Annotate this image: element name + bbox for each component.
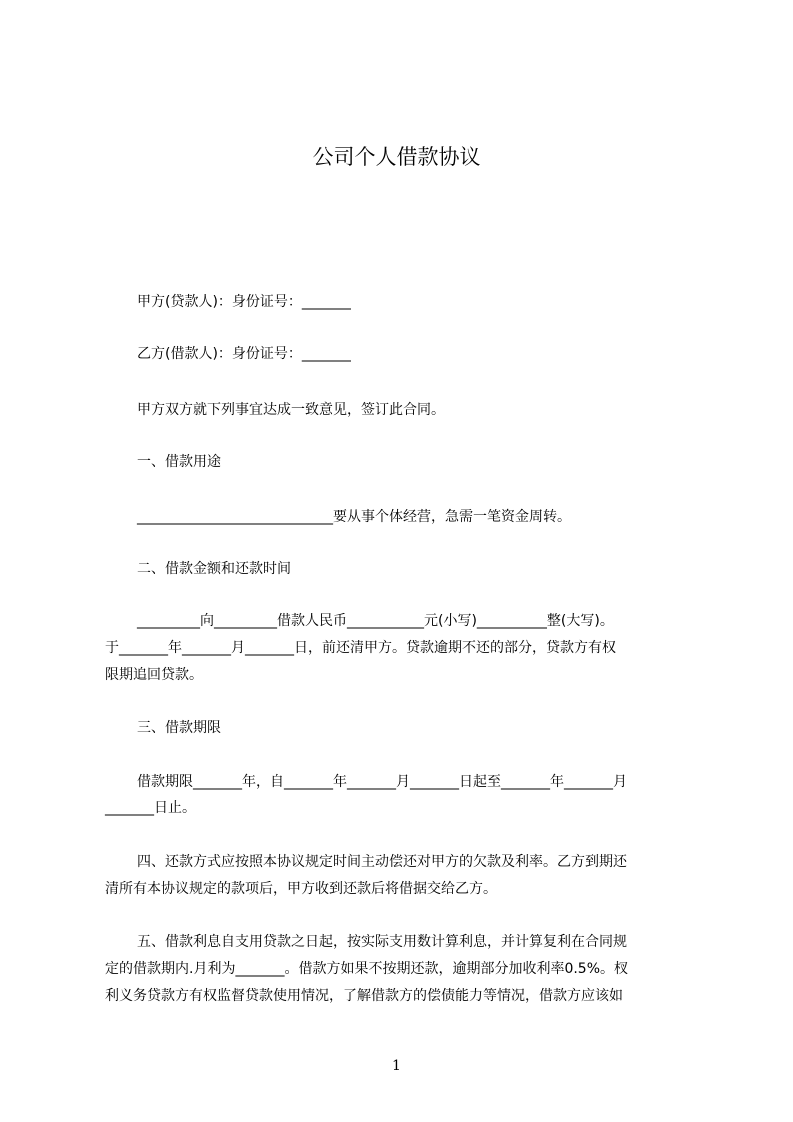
section-interest-line-1: 五、借款利息自支用贷款之日起，按实际支用数计算利息，并计算复利在合同规: [137, 934, 627, 950]
party-a-line: 甲方(贷款人)：身份证号：_______: [137, 294, 351, 310]
section-amount-line-3: 限期追回贷款。: [105, 667, 203, 683]
section-repayment-line-2: 清所有本协议规定的款项后，甲方收到还款后将借据交给乙方。: [105, 881, 497, 897]
document-title: 公司个人借款协议: [312, 145, 481, 169]
section-purpose-heading: 一、借款用途: [137, 454, 221, 470]
section-amount-line-1: _________向_________借款人民币___________元(小写)__________整(大写)。: [137, 613, 614, 629]
section-repayment-line-1: 四、还款方式应按照本协议规定时间主动偿还对甲方的欠款及利率。乙方到期还: [137, 854, 627, 870]
section-term-line-2: _______日止。: [105, 800, 196, 816]
section-term-line-1: 借款期限_______年，自_______年_______月_______日起至_______年_______月: [137, 774, 627, 790]
section-term-heading: 三、借款期限: [137, 720, 221, 736]
section-purpose-text: ____________________________要从事个体经营，急需一笔资金周转。: [137, 509, 571, 525]
page-number: 1: [392, 1058, 401, 1074]
party-b-line: 乙方(借款人)：身份证号：_______: [137, 346, 351, 362]
section-interest-line-3: 利义务贷款方有权监督贷款使用情况，了解借款方的偿债能力等情况，借款方应该如: [105, 988, 623, 1004]
section-amount-line-2: 于_______年_______月_______日，前还清甲方。贷款逾期不还的部分，贷款方有权: [105, 640, 616, 656]
section-interest-line-2: 定的借款期内.月利为_______。借款方如果不按期还款，逾期部分加收利率0.5%。杈: [105, 961, 629, 977]
intro-paragraph: 甲方双方就下列事宜达成一致意见，签订此合同。: [137, 402, 445, 418]
section-amount-heading: 二、借款金额和还款时间: [137, 561, 291, 577]
